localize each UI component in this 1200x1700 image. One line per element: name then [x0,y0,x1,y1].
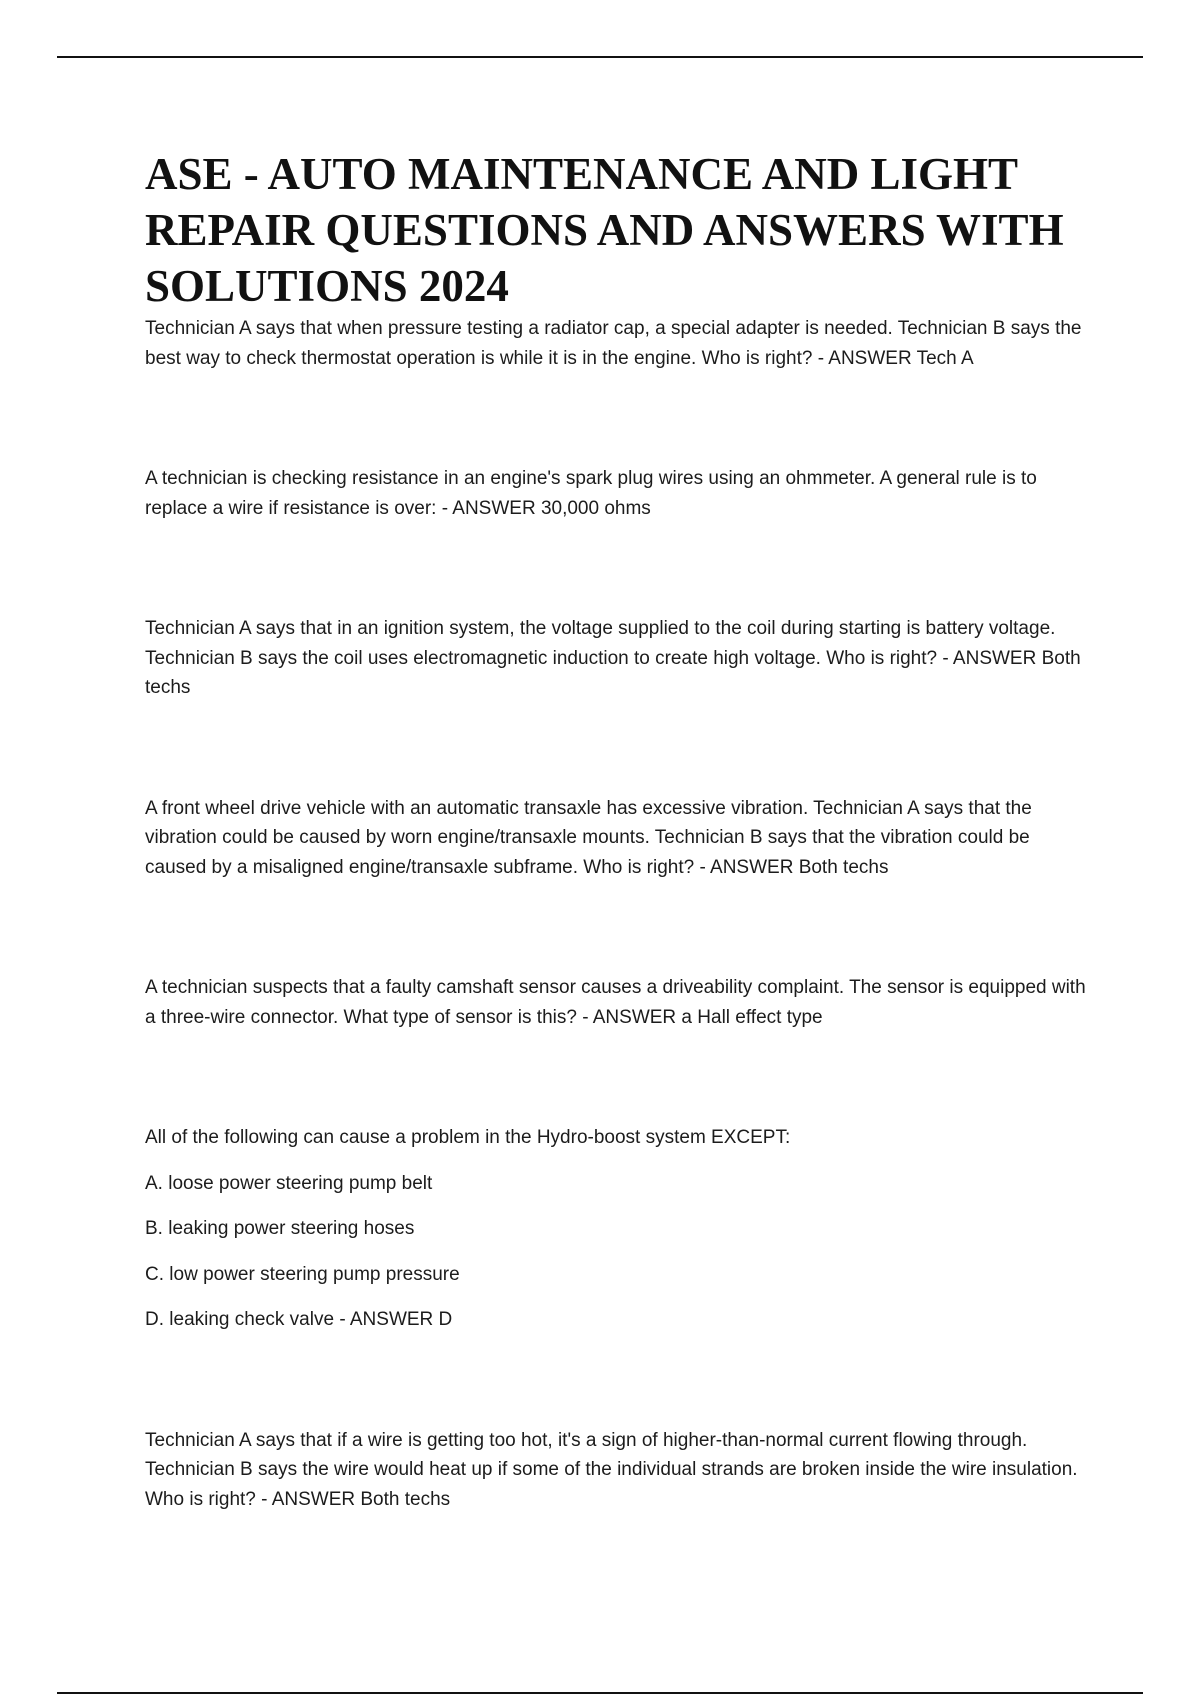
mc-option-c: C. low power steering pump pressure [145,1263,460,1285]
bottom-divider [57,1692,1143,1694]
mc-question: All of the following can cause a problem in the Hydro-boost system EXCEPT: [145,1127,791,1148]
qa-item: Technician A says that when pressure testing a radiator cap, a special adapter is needed. Technician B says the best way to check thermostat operation is while it is in the engine. Who is right? - ANSWER Tech A [145,318,1082,369]
mc-option-a: A. loose power steering pump belt [145,1172,433,1194]
multiple-choice-item [145,1123,1095,1335]
qa-item: A technician suspects that a faulty camshaft sensor causes a driveability complaint. The sensor is equipped with a three-wire connector. What type of sensor is this? - ANSWER a Hall effect type [145,977,1086,1028]
qa-item: A technician is checking resistance in an engine's spark plug wires using an ohmmeter. A general rule is to replace a wire if resistance is over: - ANSWER 30,000 ohms [145,468,1037,519]
document-body [145,146,1095,1605]
mc-option-b: B. leaking power steering hoses [145,1218,415,1239]
qa-item: Technician A says that if a wire is getting too hot, it's a sign of higher-than-normal current flowing through. Technician B says the wire would heat up if some of the individual strands are broken inside the wire insulation. Who is right? - ANSWER Both techs [145,1429,1078,1510]
mc-option-d: D. leaking check valve - ANSWER D [145,1309,453,1330]
qa-item: Technician A says that in an ignition system, the voltage supplied to the coil during starting is battery voltage. Technician B says the coil uses electromagnetic induction to create high voltage. Who is right? - ANSWER Both techs [145,618,1081,698]
qa-list [145,314,1095,1514]
document-title: ASE - AUTO MAINTENANCE AND LIGHT REPAIR QUESTIONS AND ANSWERS WITH SOLUTIONS 2024 [145,149,1064,311]
qa-item: A front wheel drive vehicle with an automatic transaxle has excessive vibration. Technician A says that the vibration could be caused by worn engine/transaxle mounts. Technician B says that the vibration could be caused by a misaligned engine/transaxle subframe. Who is right? - ANSWER Both techs [145,797,1032,878]
top-divider [57,56,1143,58]
